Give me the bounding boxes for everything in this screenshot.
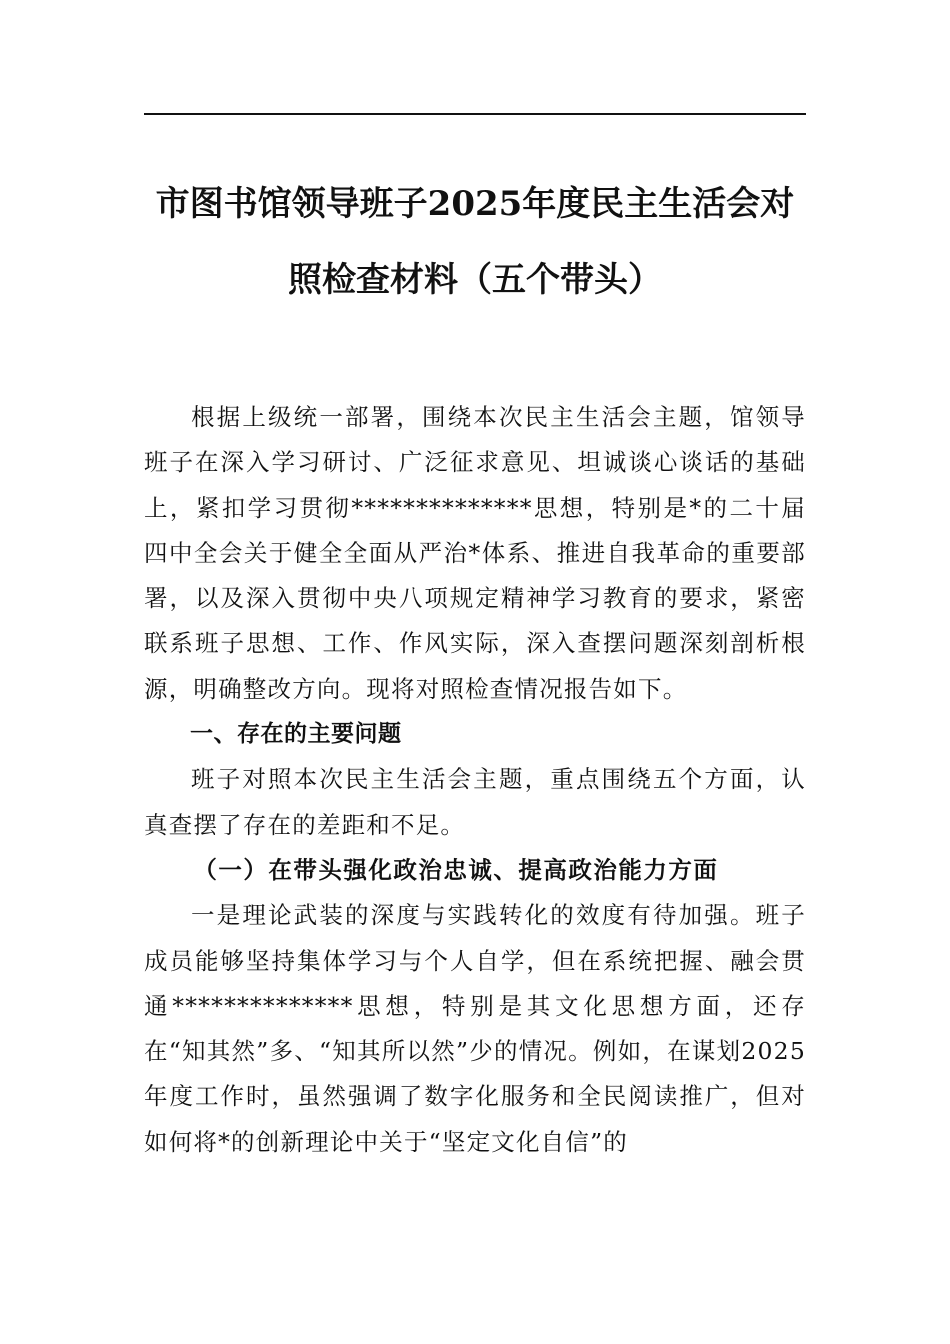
section-heading-problems: 一、存在的主要问题 <box>190 721 402 748</box>
subsection-heading-political-loyalty: （一）在带头强化政治忠诚、提高政治能力方面 <box>193 855 719 884</box>
document-title <box>144 166 806 318</box>
section-intro-paragraph: 班子对照本次民主生活会主题，重点围绕五个方面，认真查摆了存在的差距和不足。 <box>144 765 806 839</box>
document-body <box>144 395 806 1165</box>
header-rule <box>144 113 806 115</box>
intro-paragraph: 根据上级统一部署，围绕本次民主生活会主题，馆领导班子在深入学习研讨、广泛征求意见、坦诚谈心谈话的基础上，紧扣学习贯彻**************思想，特别是*的二十届四中全会关于健全全面从严治*体系、推进自我革命的重要部署，以及深入贯彻中央八项规定精神学习教育的要求，紧密联系班子思想、工作、作风实际，深入查摆问题深刻剖析根源，明确整改方向。现将对照检查情况报告如下。 <box>144 403 806 703</box>
title-line-2: 照检查材料（五个带头） <box>288 260 662 300</box>
title-line-1: 市图书馆领导班子2025年度民主生活会对 <box>155 184 795 224</box>
subsection-paragraph-theory: 一是理论武装的深度与实践转化的效度有待加强。班子成员能够坚持集体学习与个人自学，但在系统把握、融会贯通**************思想，特别是其文化思想方面，还存在“知其然”多、“知其所以然”少的情况。例如，在谋划2025年度工作时，虽然强调了数字化服务和全民阅读推广，但对如何将*的创新理论中关于“坚定文化自信”的 <box>144 901 806 1156</box>
